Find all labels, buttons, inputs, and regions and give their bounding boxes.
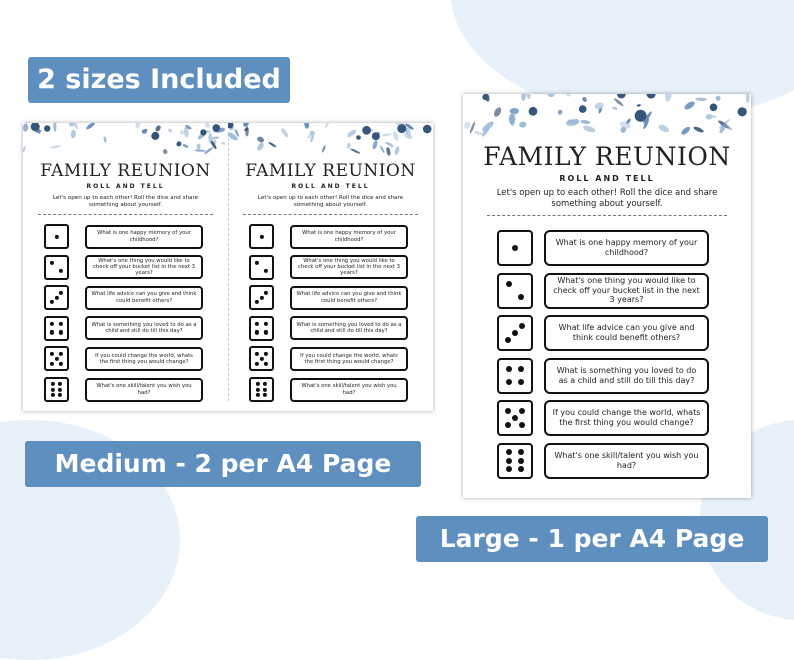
dice-pip bbox=[50, 330, 54, 334]
dice-pip bbox=[506, 466, 512, 472]
dice-pip bbox=[256, 393, 260, 397]
dice-pip bbox=[59, 291, 63, 295]
question-box: If you could change the world, whats the first thing you would change? bbox=[290, 347, 408, 371]
dice-pip bbox=[505, 337, 511, 343]
badge-medium: Medium - 2 per A4 Page bbox=[25, 441, 421, 487]
question-box: What's one skill/talent you wish you had? bbox=[290, 378, 408, 402]
dotted-divider bbox=[38, 214, 213, 215]
medium-sheet bbox=[23, 123, 433, 411]
question-box: What is one happy memory of your childhood? bbox=[290, 225, 408, 249]
dice-pip bbox=[506, 449, 512, 455]
dice-pip bbox=[58, 393, 62, 397]
dice-pip bbox=[59, 322, 63, 326]
badge-large: Large - 1 per A4 Page bbox=[416, 516, 768, 562]
question-box: What is something you loved to do as a child and still do till this day? bbox=[544, 358, 709, 394]
dice-pip bbox=[264, 269, 268, 273]
dice-pip bbox=[518, 466, 524, 472]
dice-pip bbox=[54, 234, 58, 238]
question-row bbox=[23, 316, 228, 341]
dice-face-icon bbox=[249, 285, 274, 310]
dotted-divider bbox=[487, 215, 727, 216]
dice-pip bbox=[255, 300, 259, 304]
question-row bbox=[228, 377, 433, 402]
question-row bbox=[23, 224, 228, 249]
large-sheet bbox=[463, 94, 751, 498]
dice-pip bbox=[51, 387, 55, 391]
question-box: What is something you loved to do as a child and still do till this day? bbox=[85, 316, 203, 340]
dice-pip bbox=[263, 382, 267, 386]
card-intro: Let's open up to each other! Roll the dice and share something about yourself. bbox=[257, 195, 404, 208]
dice-pip bbox=[264, 322, 268, 326]
dice-pip bbox=[259, 296, 263, 300]
question-row bbox=[228, 224, 433, 249]
dice-pip bbox=[506, 281, 512, 287]
dice-pip bbox=[518, 366, 524, 372]
dice-pip bbox=[51, 382, 55, 386]
dice-pip bbox=[506, 366, 512, 372]
dice-face-icon bbox=[44, 285, 69, 310]
dice-pip bbox=[59, 330, 63, 334]
dice-pip bbox=[256, 387, 260, 391]
dice-pip bbox=[59, 269, 63, 273]
dice-pip bbox=[519, 323, 525, 329]
question-box: What is one happy memory of your childhood? bbox=[544, 230, 709, 266]
question-row bbox=[228, 346, 433, 371]
large-card bbox=[463, 94, 751, 498]
card-subtitle: ROLL AND TELL bbox=[86, 183, 165, 190]
dice-face-icon bbox=[497, 400, 533, 436]
question-box: What is one happy memory of your childhood? bbox=[85, 225, 203, 249]
dice-face-icon bbox=[497, 315, 533, 351]
question-row bbox=[463, 315, 751, 351]
dice-pip bbox=[518, 294, 524, 300]
dice-pip bbox=[50, 322, 54, 326]
dice-face-icon bbox=[44, 346, 69, 371]
dice-face-icon bbox=[249, 377, 274, 402]
card-title: FAMILY REUNION bbox=[245, 161, 416, 181]
dice-face-icon bbox=[497, 273, 533, 309]
card-intro: Let's open up to each other! Roll the dice and share something about yourself. bbox=[496, 188, 718, 209]
dice-face-icon bbox=[44, 377, 69, 402]
question-box: What life advice can you give and think could benefit others? bbox=[544, 315, 709, 351]
dice-pip bbox=[54, 296, 58, 300]
question-row bbox=[23, 346, 228, 371]
question-box: What's one skill/talent you wish you had? bbox=[85, 378, 203, 402]
question-box: What's one thing you would like to check off your bucket list in the next 3 years? bbox=[290, 255, 408, 279]
dotted-divider bbox=[243, 214, 418, 215]
dice-pip bbox=[506, 379, 512, 385]
dice-pip bbox=[506, 458, 512, 464]
card-title: FAMILY REUNION bbox=[40, 161, 211, 181]
question-box: If you could change the world, whats the first thing you would change? bbox=[85, 347, 203, 371]
dice-face-icon bbox=[497, 443, 533, 479]
dice-face-icon bbox=[44, 316, 69, 341]
dice-pip bbox=[58, 382, 62, 386]
dice-pip bbox=[263, 393, 267, 397]
dice-pip bbox=[518, 458, 524, 464]
dice-pip bbox=[54, 357, 58, 361]
question-row bbox=[228, 285, 433, 310]
dice-face-icon bbox=[249, 224, 274, 249]
question-box: What's one thing you would like to check off your bucket list in the next 3 years? bbox=[544, 273, 709, 309]
question-row bbox=[23, 285, 228, 310]
card-intro: Let's open up to each other! Roll the dice and share something about yourself. bbox=[52, 195, 199, 208]
card-subtitle: ROLL AND TELL bbox=[559, 174, 655, 183]
question-row bbox=[228, 255, 433, 280]
dice-pip bbox=[50, 300, 54, 304]
dice-pip bbox=[255, 322, 259, 326]
dice-pip bbox=[50, 352, 54, 356]
floral-border-icon bbox=[228, 123, 433, 140]
floral-border-icon bbox=[23, 123, 228, 140]
dice-pip bbox=[512, 415, 518, 421]
dice-pip bbox=[50, 361, 54, 365]
question-box: What is something you loved to do as a child and still do till this day? bbox=[290, 316, 408, 340]
question-row bbox=[23, 377, 228, 402]
question-row bbox=[463, 443, 751, 479]
dice-face-icon bbox=[44, 224, 69, 249]
dice-pip bbox=[255, 352, 259, 356]
dice-face-icon bbox=[44, 255, 69, 280]
question-row bbox=[228, 316, 433, 341]
question-row bbox=[23, 255, 228, 280]
dice-pip bbox=[255, 330, 259, 334]
card-subtitle: ROLL AND TELL bbox=[291, 183, 370, 190]
dice-pip bbox=[518, 449, 524, 455]
badge-sizes-included: 2 sizes Included bbox=[28, 57, 290, 103]
dice-pip bbox=[512, 245, 518, 251]
dice-pip bbox=[50, 261, 54, 265]
question-box: What's one skill/talent you wish you had? bbox=[544, 443, 709, 479]
dice-pip bbox=[59, 352, 63, 356]
dice-pip bbox=[505, 422, 511, 428]
dice-pip bbox=[255, 261, 259, 265]
dice-pip bbox=[256, 382, 260, 386]
floral-border-icon bbox=[463, 94, 751, 140]
dice-face-icon bbox=[249, 255, 274, 280]
dice-pip bbox=[264, 361, 268, 365]
question-box: What life advice can you give and think could benefit others? bbox=[85, 286, 203, 310]
dice-pip bbox=[505, 408, 511, 414]
dice-pip bbox=[263, 387, 267, 391]
question-row bbox=[463, 230, 751, 266]
medium-card-left bbox=[23, 123, 228, 411]
question-row bbox=[463, 273, 751, 309]
dice-pip bbox=[58, 387, 62, 391]
dice-pip bbox=[519, 422, 525, 428]
dice-pip bbox=[264, 330, 268, 334]
dice-face-icon bbox=[249, 316, 274, 341]
question-box: What's one thing you would like to check off your bucket list in the next 3 years? bbox=[85, 255, 203, 279]
dice-pip bbox=[512, 330, 518, 336]
medium-card-right bbox=[228, 123, 433, 411]
dice-pip bbox=[264, 352, 268, 356]
dice-pip bbox=[59, 361, 63, 365]
dice-pip bbox=[264, 291, 268, 295]
card-title: FAMILY REUNION bbox=[483, 142, 731, 171]
question-box: What life advice can you give and think could benefit others? bbox=[290, 286, 408, 310]
question-row bbox=[463, 358, 751, 394]
dice-pip bbox=[255, 361, 259, 365]
dice-pip bbox=[51, 393, 55, 397]
question-row bbox=[463, 400, 751, 436]
question-box: If you could change the world, whats the first thing you would change? bbox=[544, 400, 709, 436]
dice-pip bbox=[259, 234, 263, 238]
dice-face-icon bbox=[497, 358, 533, 394]
dice-face-icon bbox=[249, 346, 274, 371]
dice-pip bbox=[259, 357, 263, 361]
dice-pip bbox=[518, 379, 524, 385]
dice-pip bbox=[519, 408, 525, 414]
dice-face-icon bbox=[497, 230, 533, 266]
